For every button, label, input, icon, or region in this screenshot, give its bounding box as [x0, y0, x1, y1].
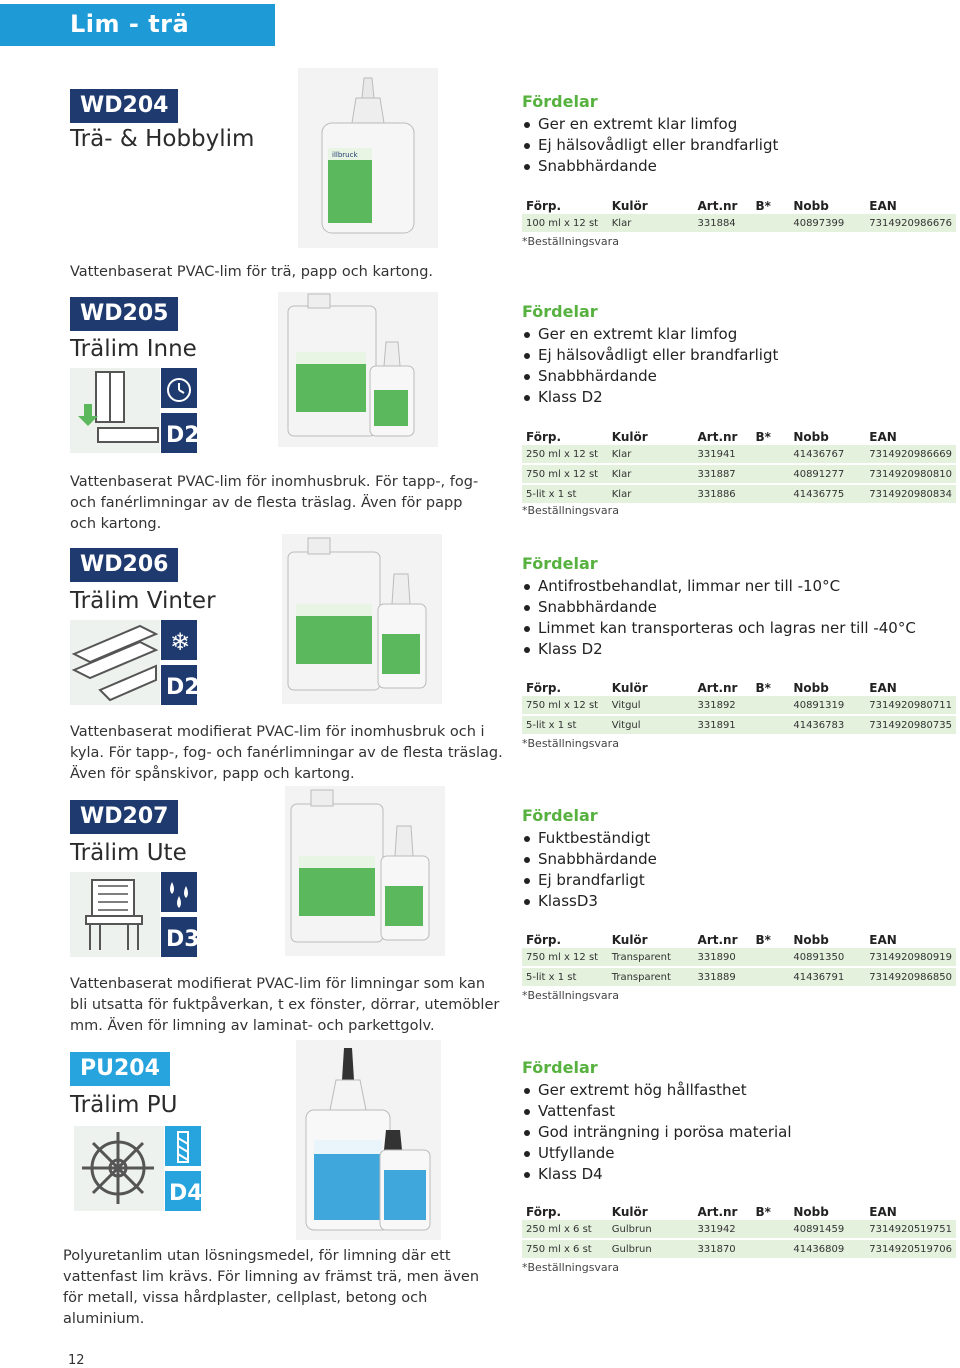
cell-ean: 7314920986669 — [865, 445, 956, 464]
cell-b — [751, 967, 789, 987]
cell-forp: 750 ml x 6 st — [522, 1239, 608, 1259]
col-header-nobb: Nobb — [793, 933, 829, 947]
benefit-item: Vattenfast — [522, 1101, 792, 1122]
product-table — [522, 428, 956, 505]
product-table — [522, 679, 956, 736]
col-header-forp: Förp. — [526, 430, 562, 444]
table-row — [522, 464, 956, 484]
col-header-artnr: Art.nr — [697, 933, 738, 947]
cell-forp: 100 ml x 12 st — [522, 214, 608, 233]
cell-b — [751, 464, 789, 484]
product-description: Vattenbaserat modifierat PVAC-lim för inomhusbruk och i kyla. För tapp-, fog- och fanérlimningar av de flesta träslag. Även för spånskivor, papp och kartong. — [70, 724, 503, 782]
col-header-nobb: Nobb — [793, 199, 829, 213]
cold-joint-icon — [70, 620, 200, 705]
cell-forp: 750 ml x 12 st — [522, 696, 608, 715]
benefit-item: Klass D2 — [522, 387, 778, 408]
cell-artnr: 331892 — [694, 696, 752, 715]
col-header-nobb: Nobb — [793, 1205, 829, 1219]
cell-kulor: Transparent — [608, 948, 694, 967]
benefit-item: God inträngning i porösa material — [522, 1122, 792, 1143]
col-header-artnr: Art.nr — [697, 430, 738, 444]
table-row — [522, 445, 956, 464]
cell-nobb: 40891277 — [789, 464, 865, 484]
col-header-ean: EAN — [869, 933, 897, 947]
cell-b — [751, 445, 789, 464]
cell-b — [751, 696, 789, 715]
col-header-b: B* — [755, 681, 771, 695]
cell-ean: 7314920519751 — [865, 1220, 956, 1239]
class-badge-text: D2 — [166, 423, 200, 448]
benefit-item: Ger extremt hög hållfasthet — [522, 1080, 792, 1101]
table-row — [522, 948, 956, 967]
cell-ean: 7314920986676 — [865, 214, 956, 233]
col-header-forp: Förp. — [526, 933, 562, 947]
col-header-kulor: Kulör — [611, 1205, 648, 1219]
benefit-item: Snabbhärdande — [522, 597, 916, 618]
cell-forp: 5-lit x 1 st — [522, 967, 608, 987]
indoor-joint-icon — [70, 368, 200, 453]
col-header-ean: EAN — [869, 1205, 897, 1219]
order-note: *Beställningsvara — [522, 737, 619, 750]
cell-nobb: 40891319 — [789, 696, 865, 715]
benefit-item: Utfyllande — [522, 1143, 792, 1164]
outdoor-chair-icon — [70, 872, 200, 957]
benefit-item: KlassD3 — [522, 891, 657, 912]
benefit-item: Limmet kan transporteras och lagras ner till -40°C — [522, 618, 916, 639]
benefit-item: Ger en extremt klar limfog — [522, 114, 778, 135]
cell-nobb: 41436809 — [789, 1239, 865, 1259]
cell-ean: 7314920980735 — [865, 715, 956, 735]
product-table — [522, 197, 956, 234]
order-note: *Beställningsvara — [522, 235, 619, 248]
cell-kulor: Gulbrun — [608, 1220, 694, 1239]
product-code-badge: WD206 — [70, 548, 178, 582]
product-table — [522, 1203, 956, 1260]
product-table — [522, 931, 956, 988]
cell-ean: 7314920980810 — [865, 464, 956, 484]
product-bottle-image — [285, 786, 445, 956]
col-header-nobb: Nobb — [793, 681, 829, 695]
benefit-item: Snabbhärdande — [522, 849, 657, 870]
benefits-title: Fördelar — [522, 554, 598, 573]
cell-nobb: 41436791 — [789, 967, 865, 987]
product-name: Trälim PU — [70, 1092, 178, 1118]
col-header-forp: Förp. — [526, 681, 562, 695]
cell-artnr: 331891 — [694, 715, 752, 735]
col-header-kulor: Kulör — [611, 933, 648, 947]
cell-kulor: Klar — [608, 445, 694, 464]
cell-artnr: 331941 — [694, 445, 752, 464]
cell-b — [751, 948, 789, 967]
benefit-item: Ej hälsovådligt eller brandfarligt — [522, 135, 778, 156]
cell-artnr: 331890 — [694, 948, 752, 967]
cell-artnr: 331889 — [694, 967, 752, 987]
product-description: Vattenbaserat PVAC-lim för inomhusbruk. För tapp-, fog- och fanérlimningar av de flesta träslag. Även för papp och kartong. — [70, 474, 479, 532]
product-name: Trälim Inne — [70, 336, 197, 362]
benefits-title: Fördelar — [522, 806, 598, 825]
benefit-item: Ger en extremt klar limfog — [522, 324, 778, 345]
cell-ean: 7314920986850 — [865, 967, 956, 987]
product-description: Polyuretanlim utan lösningsmedel, för limning där ett vattenfast lim krävs. För limning av främst trä, men även för metall, vissa hårdplaster, cellplast, betong och aluminium. — [63, 1248, 480, 1327]
table-row — [522, 696, 956, 715]
col-header-ean: EAN — [869, 681, 897, 695]
cell-kulor: Vitgul — [608, 715, 694, 735]
cell-ean: 7314920519706 — [865, 1239, 956, 1259]
benefits-title: Fördelar — [522, 92, 598, 111]
product-description: Vattenbaserat PVAC-lim för trä, papp och kartong. — [70, 264, 434, 280]
col-header-forp: Förp. — [526, 1205, 562, 1219]
benefits-block — [522, 554, 916, 660]
cell-nobb: 41436767 — [789, 445, 865, 464]
cell-ean: 7314920980834 — [865, 484, 956, 504]
table-row — [522, 1220, 956, 1239]
cell-b — [751, 1220, 789, 1239]
product-code-badge: WD204 — [70, 89, 178, 123]
cell-forp: 250 ml x 6 st — [522, 1220, 608, 1239]
product-name: Trälim Ute — [70, 840, 187, 866]
cell-forp: 5-lit x 1 st — [522, 484, 608, 504]
benefits-title: Fördelar — [522, 302, 598, 321]
cell-forp: 750 ml x 12 st — [522, 464, 608, 484]
cell-kulor: Vitgul — [608, 696, 694, 715]
page-title: Lim - trä — [70, 10, 190, 38]
benefit-item: Ej brandfarligt — [522, 870, 657, 891]
product-code-badge: PU204 — [70, 1052, 170, 1086]
benefits-block — [522, 92, 778, 177]
cell-b — [751, 214, 789, 233]
table-row — [522, 1239, 956, 1259]
class-badge-text: D3 — [166, 927, 200, 952]
product-bottle-image — [278, 292, 438, 447]
cell-nobb: 41436775 — [789, 484, 865, 504]
benefit-item: Ej hälsovådligt eller brandfarligt — [522, 345, 778, 366]
cell-b — [751, 715, 789, 735]
product-name: Trä- & Hobbylim — [70, 126, 255, 152]
table-row — [522, 967, 956, 987]
col-header-b: B* — [755, 430, 771, 444]
cell-forp: 250 ml x 12 st — [522, 445, 608, 464]
col-header-ean: EAN — [869, 199, 897, 213]
col-header-artnr: Art.nr — [697, 1205, 738, 1219]
benefits-block — [522, 302, 778, 408]
benefits-title: Fördelar — [522, 1058, 598, 1077]
col-header-kulor: Kulör — [611, 430, 648, 444]
product-name: Trälim Vinter — [70, 588, 216, 614]
col-header-b: B* — [755, 199, 771, 213]
col-header-b: B* — [755, 933, 771, 947]
benefit-item: Snabbhärdande — [522, 156, 778, 177]
cell-nobb: 40897399 — [789, 214, 865, 233]
cell-b — [751, 484, 789, 504]
product-code-badge: WD207 — [70, 800, 178, 834]
cell-kulor: Gulbrun — [608, 1239, 694, 1259]
product-bottle-image — [296, 1040, 441, 1240]
svg-text:❄: ❄ — [170, 628, 191, 656]
class-badge-text: D2 — [166, 675, 200, 700]
cell-forp: 5-lit x 1 st — [522, 715, 608, 735]
cell-ean: 7314920980711 — [865, 696, 956, 715]
table-row — [522, 715, 956, 735]
benefit-item: Fuktbeständigt — [522, 828, 657, 849]
marine-wheel-icon — [74, 1126, 204, 1211]
brand-logo-text: illbruck — [332, 151, 358, 159]
col-header-forp: Förp. — [526, 199, 562, 213]
cell-kulor: Klar — [608, 484, 694, 504]
benefits-block — [522, 1058, 792, 1185]
cell-ean: 7314920980919 — [865, 948, 956, 967]
cell-artnr: 331942 — [694, 1220, 752, 1239]
cell-artnr: 331886 — [694, 484, 752, 504]
order-note: *Beställningsvara — [522, 989, 619, 1002]
product-bottle-image — [298, 68, 438, 248]
cell-kulor: Klar — [608, 464, 694, 484]
product-code-badge: WD205 — [70, 297, 178, 331]
col-header-b: B* — [755, 1205, 771, 1219]
class-badge-text: D4 — [169, 1181, 203, 1206]
order-note: *Beställningsvara — [522, 504, 619, 517]
cell-artnr: 331870 — [694, 1239, 752, 1259]
benefits-block — [522, 806, 657, 912]
product-bottle-image — [282, 534, 442, 704]
cell-artnr: 331884 — [694, 214, 752, 233]
col-header-kulor: Kulör — [611, 681, 648, 695]
order-note: *Beställningsvara — [522, 1261, 619, 1274]
cell-artnr: 331887 — [694, 464, 752, 484]
benefit-item: Klass D4 — [522, 1164, 792, 1185]
benefit-item: Antifrostbehandlat, limmar ner till -10°C — [522, 576, 916, 597]
col-header-artnr: Art.nr — [697, 199, 738, 213]
cell-nobb: 41436783 — [789, 715, 865, 735]
cell-kulor: Klar — [608, 214, 694, 233]
col-header-artnr: Art.nr — [697, 681, 738, 695]
cell-b — [751, 1239, 789, 1259]
benefit-item: Klass D2 — [522, 639, 916, 660]
col-header-nobb: Nobb — [793, 430, 829, 444]
cell-forp: 750 ml x 12 st — [522, 948, 608, 967]
cell-kulor: Transparent — [608, 967, 694, 987]
product-description: Vattenbaserat modifierat PVAC-lim för limningar som kan bli utsatta för fuktpåverkan, t ex fönster, dörrar, utemöbler mm. Även för limning av laminat- och parkettgolv. — [70, 976, 500, 1034]
benefit-item: Snabbhärdande — [522, 366, 778, 387]
cell-nobb: 40891459 — [789, 1220, 865, 1239]
col-header-kulor: Kulör — [611, 199, 648, 213]
table-row — [522, 484, 956, 504]
page-number: 12 — [68, 1353, 85, 1368]
table-row — [522, 214, 956, 233]
col-header-ean: EAN — [869, 430, 897, 444]
cell-nobb: 40891350 — [789, 948, 865, 967]
